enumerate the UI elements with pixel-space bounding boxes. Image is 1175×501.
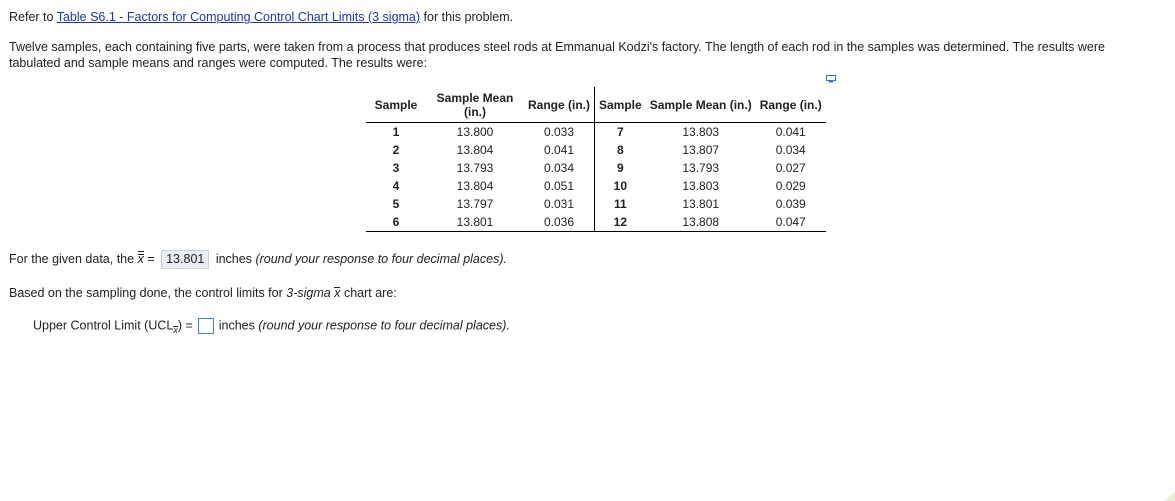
table-row xyxy=(366,177,826,195)
sample-data-table xyxy=(366,87,826,232)
col-header-range-2: Range (in.) xyxy=(756,87,826,123)
cell: 13.801 xyxy=(682,197,720,211)
q1-unit: inches xyxy=(215,252,252,266)
table-row xyxy=(366,213,826,232)
ucl-question xyxy=(33,318,510,335)
cell: 13.803 xyxy=(682,125,720,139)
q2-sigma: 3-sigma xyxy=(286,286,331,300)
cell: 13.793 xyxy=(682,161,720,175)
cell: 13.800 xyxy=(456,125,494,139)
ucl-label: Upper Control Limit (UCL xyxy=(33,318,174,333)
table-row xyxy=(366,195,826,213)
table-row xyxy=(366,123,826,142)
cell: 9 xyxy=(617,161,624,175)
cell: 13.807 xyxy=(682,143,720,157)
cell: 3 xyxy=(392,161,400,175)
intro-line xyxy=(9,10,513,24)
cell: 7 xyxy=(617,125,624,139)
cell: 0.034 xyxy=(775,143,806,157)
ucl-unit: inches xyxy=(218,318,255,333)
cell: 10 xyxy=(613,179,628,193)
cell: 0.051 xyxy=(524,177,595,195)
cell: 0.039 xyxy=(775,197,806,211)
intro-suffix: for this problem. xyxy=(423,10,514,24)
cell: 11 xyxy=(614,197,627,211)
cell: 13.804 xyxy=(456,179,494,193)
cell: 1 xyxy=(392,125,400,139)
problem-text: Twelve samples, each containing five parts, were taken from a process that produces steel rods at Emmanual Kodzi's factory. The length of each rod in the samples was determined. The results were tabulated and sample means and ranges were computed. The results were: xyxy=(9,40,1105,70)
cell: 12 xyxy=(595,213,646,232)
q2-prefix: Based on the sampling done, the control limits for xyxy=(9,286,283,300)
cell: 0.041 xyxy=(775,125,806,139)
cell: 8 xyxy=(617,143,624,157)
col-header-sample-1: Sample xyxy=(366,87,426,123)
ucl-close: ) = xyxy=(177,318,193,333)
intro-prefix: Refer to xyxy=(9,10,54,24)
control-limits-intro xyxy=(9,286,397,300)
xdoublebar-answer[interactable]: 13.801 xyxy=(161,250,209,269)
cell: 13.797 xyxy=(456,197,494,211)
q1-hint: (round your response to four decimal places). xyxy=(255,252,507,266)
cell: 0.033 xyxy=(524,123,595,142)
col-header-mean-2: Sample Mean (in.) xyxy=(646,87,756,123)
cell: 13.793 xyxy=(456,161,494,175)
col-header-sample-2: Sample xyxy=(595,87,646,123)
cell: 0.031 xyxy=(524,195,595,213)
x-double-bar-symbol: x xyxy=(137,252,144,266)
copy-table-icon[interactable] xyxy=(826,75,836,83)
col-header-mean-1: Sample Mean (in.) xyxy=(426,87,524,123)
q1-prefix: For the given data, the xyxy=(9,252,135,266)
cell: 13.804 xyxy=(456,143,494,157)
ucl-hint: (round your response to four decimal places). xyxy=(258,318,510,333)
cell: 0.027 xyxy=(775,161,806,175)
cell: 13.801 xyxy=(426,213,524,232)
ucl-subscript-x-bar: x xyxy=(173,324,178,335)
table-header-row xyxy=(366,87,826,123)
table-row xyxy=(366,141,826,159)
cell: 0.029 xyxy=(775,179,806,193)
q2-suffix: chart are: xyxy=(343,286,397,300)
table-row xyxy=(366,159,826,177)
cell: 0.036 xyxy=(524,213,595,232)
x-bar-symbol: x xyxy=(334,286,341,300)
corner-decoration-icon xyxy=(1145,471,1175,501)
cell: 13.803 xyxy=(682,179,720,193)
cell: 13.808 xyxy=(646,213,756,232)
table-s6-1-link[interactable]: Table S6.1 - Factors for Computing Control Chart Limits (3 sigma) xyxy=(56,10,421,24)
cell: 0.034 xyxy=(524,159,595,177)
cell: 6 xyxy=(366,213,426,232)
cell: 4 xyxy=(392,179,400,193)
cell: 5 xyxy=(392,197,400,211)
cell: 2 xyxy=(392,143,400,157)
cell: 0.041 xyxy=(524,141,595,159)
ucl-answer-input[interactable] xyxy=(198,318,214,334)
cell: 0.047 xyxy=(756,213,826,232)
xdoublebar-question xyxy=(9,250,507,269)
q1-equals: = xyxy=(147,252,155,266)
col-header-range-1: Range (in.) xyxy=(524,87,595,123)
